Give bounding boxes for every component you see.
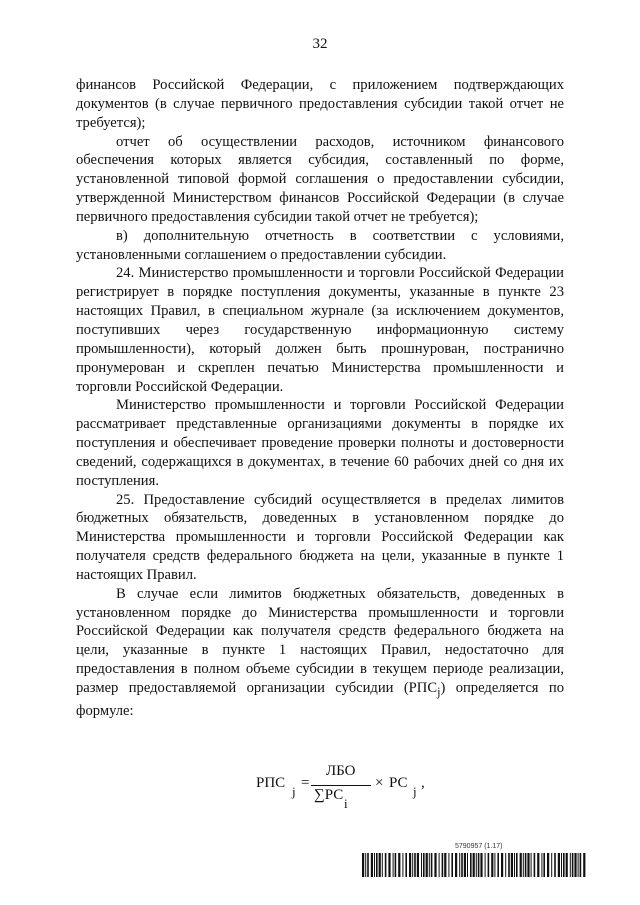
formula-rhs: РС <box>389 775 408 791</box>
paragraph: Министерство промышленности и торговли Российской Федерации рассматривает представленные организациями документы в порядке их поступления и обеспечивает проведение проверки полноты и достоверности сведений, содержащихся в документах, в течение 60 рабочих дней со дня их поступления. <box>76 397 564 489</box>
formula-times: × <box>375 775 384 791</box>
page-number: 32 <box>312 36 328 52</box>
paragraph: финансов Российской Федерации, с приложением подтверждающих документов (в случае первичного предоставления субсидии такой отчет не требуется); <box>76 77 564 131</box>
formula-denominator: ∑РС <box>314 787 344 803</box>
formula-equals: = <box>301 775 310 791</box>
paragraph: 24. Министерство промышленности и торговли Российской Федерации регистрирует в порядке поступления документы, указанные в пункте 23 настоящих Правил, в специальном журнале (за исключением документов, поступивших через государственную информационную систему промышленности), который должен быть прошнурован, постранично пронумерован и скреплен печатью Министерства промышленности и торговли Российской Федерации. <box>76 265 564 395</box>
formula-lhs-sub: j <box>292 784 296 799</box>
body-text <box>76 76 564 721</box>
formula-denominator-sub: i <box>344 796 348 811</box>
paragraph-text: В случае если лимитов бюджетных обязательств, доведенных в установленном порядке до Министерства промышленности и торговли Российской Федерации как получателя средств федерального бюджета на цели, указанные в пункте 1 настоящих Правил, недостаточно для предоставления в полном объеме субсидии в текущем периоде реализации, размер предоставляемой организации субсидии (РПС <box>76 585 564 696</box>
subscript: j <box>437 684 441 699</box>
barcode-image <box>362 853 587 877</box>
formula <box>256 758 456 812</box>
paragraph <box>76 585 564 721</box>
document-code: 5790957 (1.17) <box>455 843 503 850</box>
formula-lhs: РПС <box>256 775 286 791</box>
paragraph: в) дополнительную отчетность в соответствии с условиями, установленными соглашением о предоставлении субсидии. <box>76 227 564 263</box>
paragraph: 25. Предоставление субсидий осуществляется в пределах лимитов бюджетных обязательств, доведенных в установленном порядке до Министерства промышленности и торговли Российской Федерации как получателя средств федерального бюджета на цели, указанные в пункте 1 настоящих Правил. <box>76 491 564 583</box>
formula-end: , <box>421 775 425 791</box>
paragraph-tail: ) определяется по формуле: <box>76 680 564 719</box>
formula-numerator: ЛБО <box>326 763 356 779</box>
formula-rhs-sub: j <box>413 784 417 799</box>
fraction-line <box>311 785 371 786</box>
paragraph: отчет об осуществлении расходов, источником финансового обеспечения которых является субсидия, составленный по форме, установленной типовой формой соглашения о предоставлении субсидии, утвержденной Министерством финансов Российской Федерации (в случае первичного предоставления субсидии такой отчет не требуется); <box>76 133 564 225</box>
